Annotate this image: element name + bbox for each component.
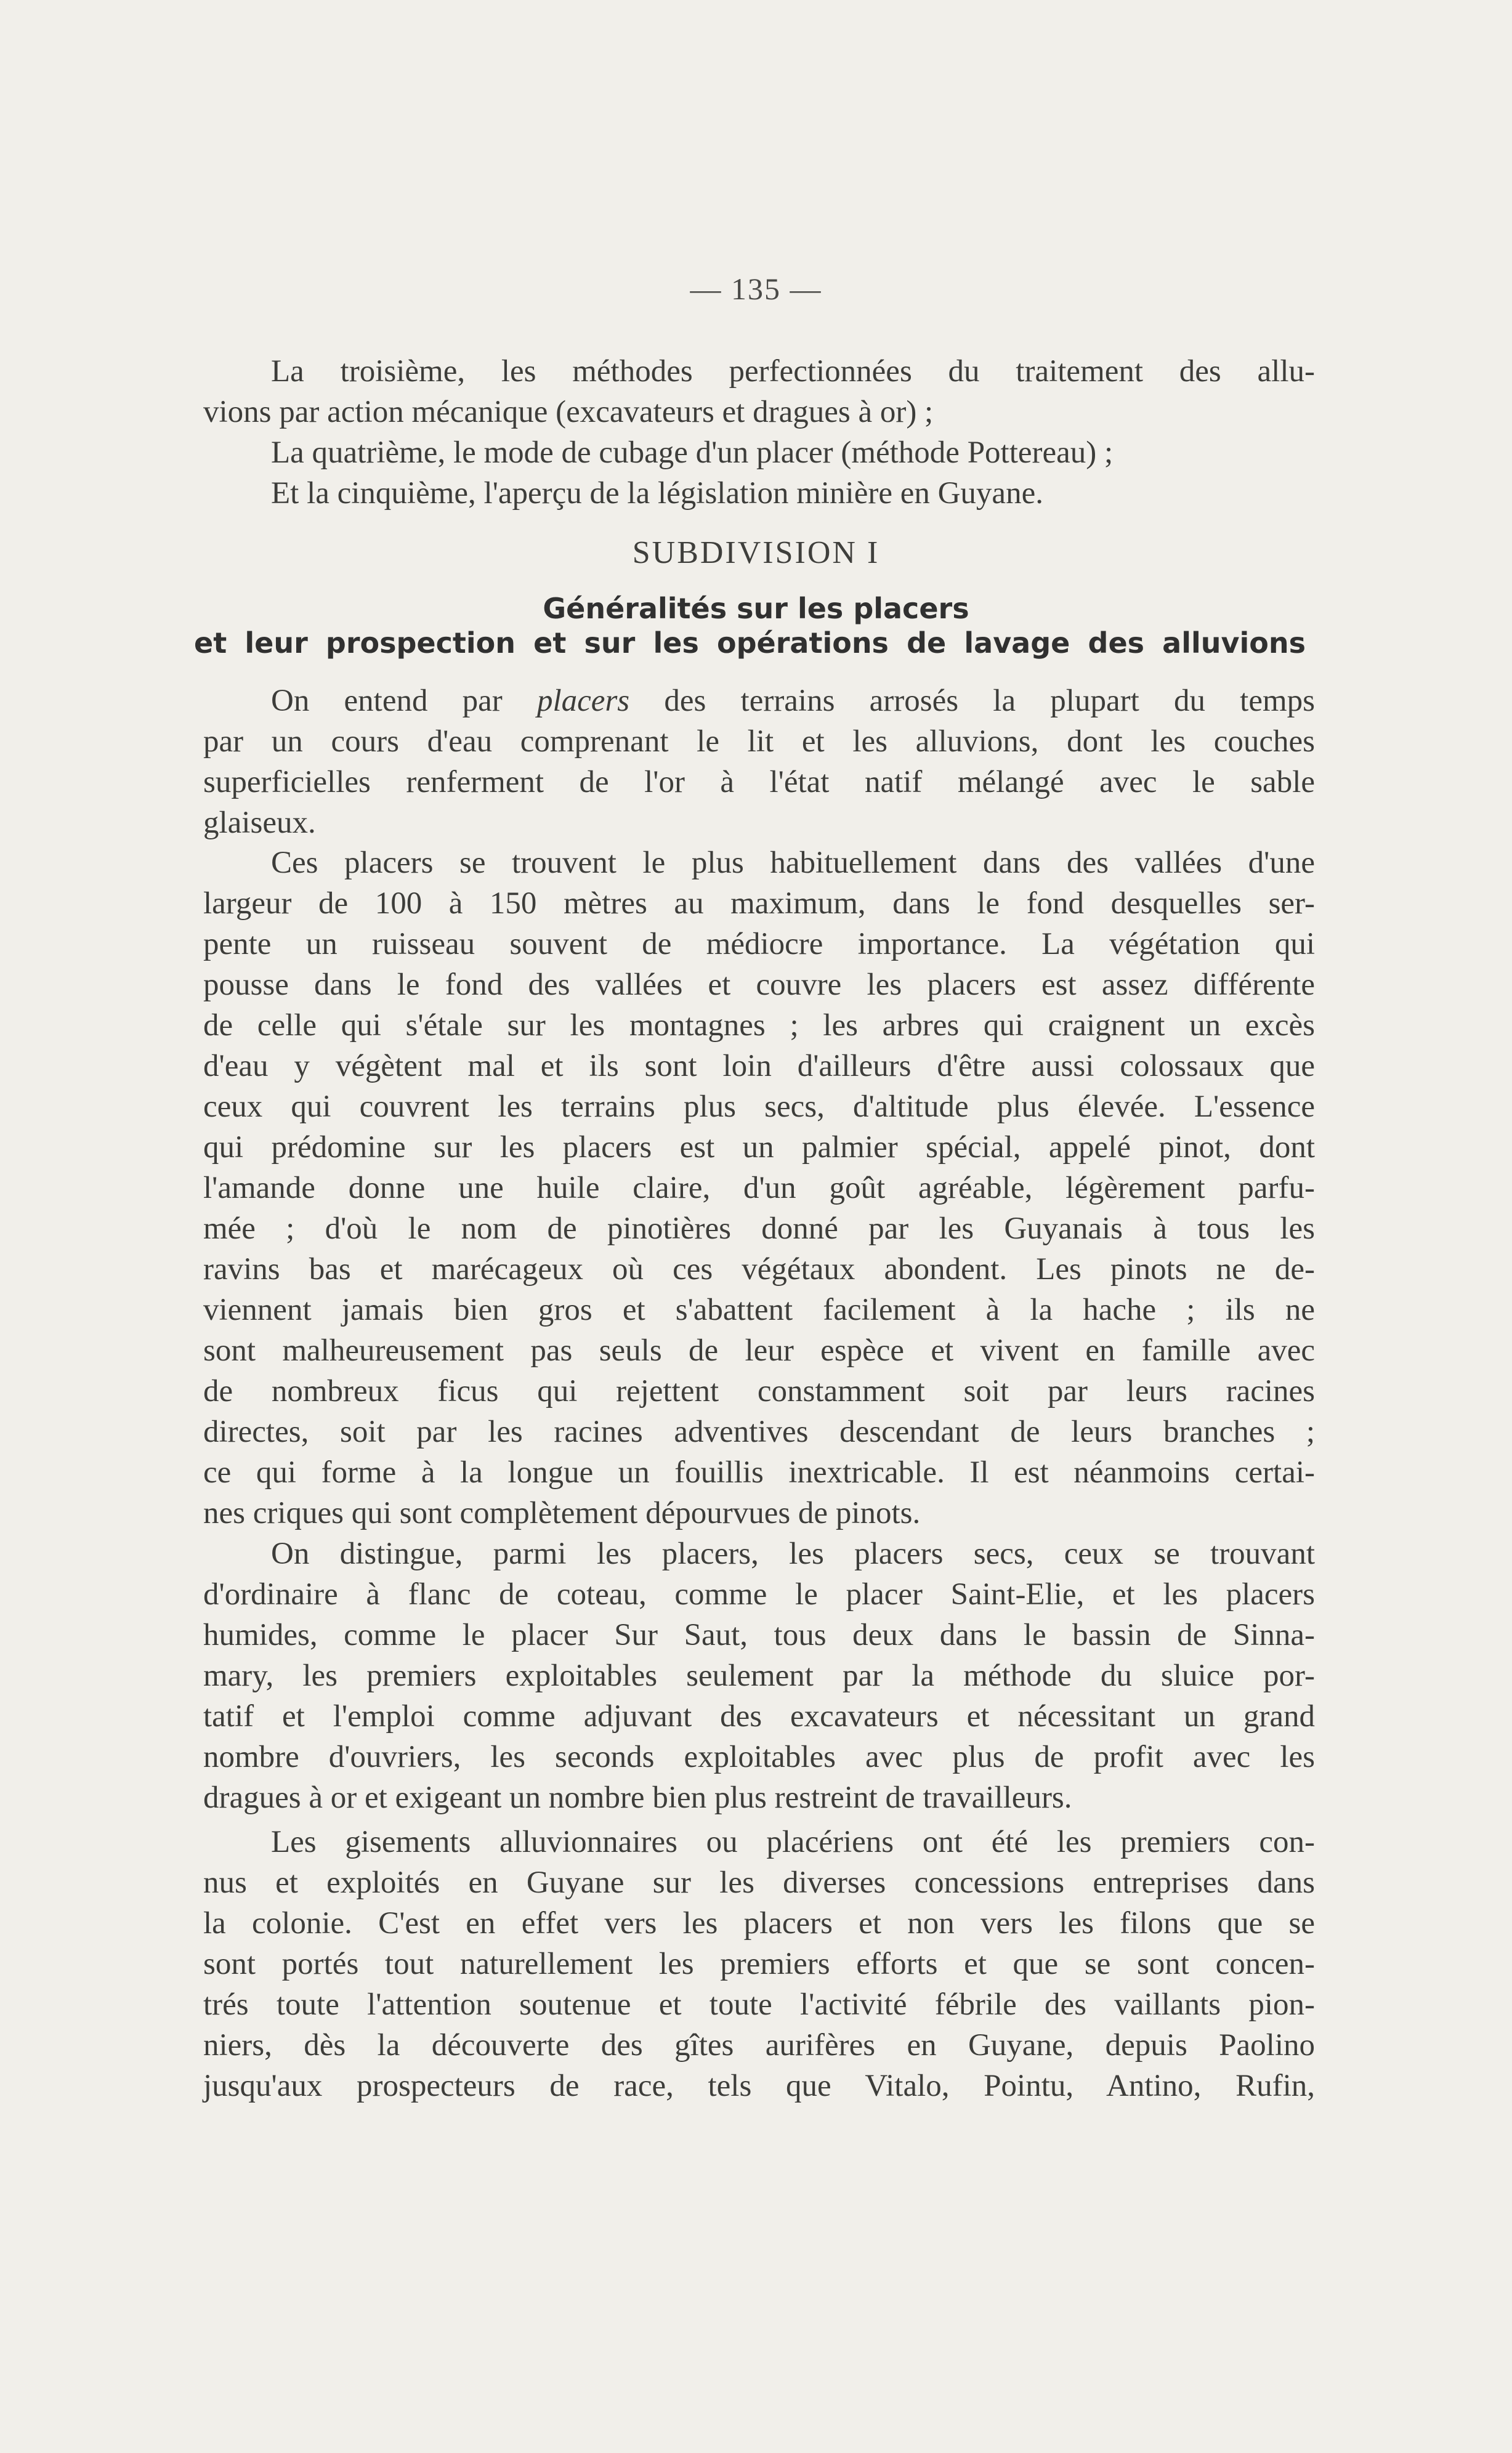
text-line: jusqu'aux prospecteurs de race, tels que Vitalo, Pointu, Antino, Rufin, bbox=[203, 2069, 1315, 2103]
text-line: l'amande donne une huile claire, d'un goût agréable, légèrement parfu- bbox=[203, 1171, 1315, 1205]
text-line: ravins bas et marécageux où ces végétaux abondent. Les pinots ne de- bbox=[203, 1252, 1315, 1287]
paragraph-2 bbox=[203, 843, 1315, 1534]
text-line: Les gisements alluvionnaires ou placériens ont été les premiers con- bbox=[271, 1825, 1315, 1859]
text-line: viennent jamais bien gros et s'abattent facilement à la hache ; ils ne bbox=[203, 1293, 1315, 1327]
subdivision-heading: SUBDIVISION I bbox=[632, 535, 880, 570]
text-line: nus et exploités en Guyane sur les diverses concessions entreprises dans bbox=[203, 1865, 1315, 1900]
page-number: — 135 — bbox=[690, 272, 822, 306]
text-line: de nombreux ficus qui rejettent constamment soit par leurs racines bbox=[203, 1374, 1315, 1408]
text-line: qui prédomine sur les placers est un palmier spécial, appelé pinot, dont bbox=[203, 1130, 1315, 1165]
text-line: directes, soit par les racines adventives descendant de leurs branches ; bbox=[203, 1415, 1315, 1449]
text-line: glaiseux. bbox=[203, 806, 316, 840]
section-title bbox=[0, 591, 1512, 660]
section-title-line2: et leur prospection et sur les opérations de lavage des alluvions bbox=[194, 626, 1306, 660]
term-placers: placers bbox=[537, 684, 630, 718]
text-line: La quatrième, le mode de cubage d'un placer (méthode Pottereau) ; bbox=[271, 435, 1114, 470]
text-line: Et la cinquième, l'aperçu de la législation minière en Guyane. bbox=[271, 476, 1043, 511]
text-line: nes criques qui sont complètement dépourvues de pinots. bbox=[203, 1496, 921, 1530]
text-line: sont malheureusement pas seuls de leur espèce et vivent en famille avec bbox=[203, 1333, 1315, 1368]
text-line bbox=[203, 681, 1315, 721]
paragraph-4 bbox=[203, 1822, 1315, 2106]
text-line: d'ordinaire à flanc de coteau, comme le placer Saint-Elie, et les placers bbox=[203, 1577, 1315, 1612]
text-line: dragues à or et exigeant un nombre bien plus restreint de travailleurs. bbox=[203, 1780, 1072, 1815]
text-segment: On entend par bbox=[271, 684, 537, 718]
text-segment: des terrains arrosés la plupart du temps bbox=[629, 684, 1315, 718]
text-line: mée ; d'où le nom de pinotières donné par les Guyanais à tous les bbox=[203, 1211, 1315, 1246]
text-line: pousse dans le fond des vallées et couvre les placers est assez différente bbox=[203, 968, 1315, 1002]
text-line: nombre d'ouvriers, les seconds exploitables avec plus de profit avec les bbox=[203, 1740, 1315, 1774]
text-line: ce qui forme à la longue un fouillis inextricable. Il est néanmoins certai- bbox=[203, 1455, 1315, 1490]
text-line: largeur de 100 à 150 mètres au maximum, dans le fond desquelles ser- bbox=[203, 886, 1315, 921]
text-line: niers, dès la découverte des gîtes aurifères en Guyane, depuis Paolino bbox=[203, 2028, 1315, 2063]
text-line: On distingue, parmi les placers, les placers secs, ceux se trouvant bbox=[271, 1537, 1315, 1571]
text-line: la colonie. C'est en effet vers les placers et non vers les filons que se bbox=[203, 1906, 1315, 1941]
text-line: trés toute l'attention soutenue et toute l'activité fébrile des vaillants pion- bbox=[203, 1987, 1315, 2022]
intro-block bbox=[203, 351, 1315, 514]
text-line: de celle qui s'étale sur les montagnes ; les arbres qui craignent un excès bbox=[203, 1008, 1315, 1043]
text-line: Ces placers se trouvent le plus habituellement dans des vallées d'une bbox=[271, 846, 1315, 880]
paragraph-1 bbox=[203, 681, 1315, 843]
text-line: ceux qui couvrent les terrains plus secs, d'altitude plus élevée. L'essence bbox=[203, 1089, 1315, 1124]
text-line: d'eau y végètent mal et ils sont loin d'ailleurs d'être aussi colossaux que bbox=[203, 1049, 1315, 1083]
text-line: La troisième, les méthodes perfectionnées du traitement des allu- bbox=[271, 354, 1315, 389]
section-title-line1: Généralités sur les placers bbox=[543, 592, 969, 625]
text-line: humides, comme le placer Sur Saut, tous deux dans le bassin de Sinna- bbox=[203, 1618, 1315, 1652]
text-line: mary, les premiers exploitables seulement par la méthode du sluice por- bbox=[203, 1659, 1315, 1693]
text-line: vions par action mécanique (excavateurs et dragues à or) ; bbox=[203, 395, 934, 429]
text-line: par un cours d'eau comprenant le lit et les alluvions, dont les couches bbox=[203, 724, 1315, 759]
text-line: superficielles renferment de l'or à l'état natif mélangé avec le sable bbox=[203, 765, 1315, 799]
text-line: sont portés tout naturellement les premiers efforts et que se sont concen- bbox=[203, 1947, 1315, 1981]
text-line: pente un ruisseau souvent de médiocre importance. La végétation qui bbox=[203, 927, 1315, 961]
text-line: tatif et l'emploi comme adjuvant des excavateurs et nécessitant un grand bbox=[203, 1699, 1315, 1734]
paragraph-3 bbox=[203, 1534, 1315, 1818]
